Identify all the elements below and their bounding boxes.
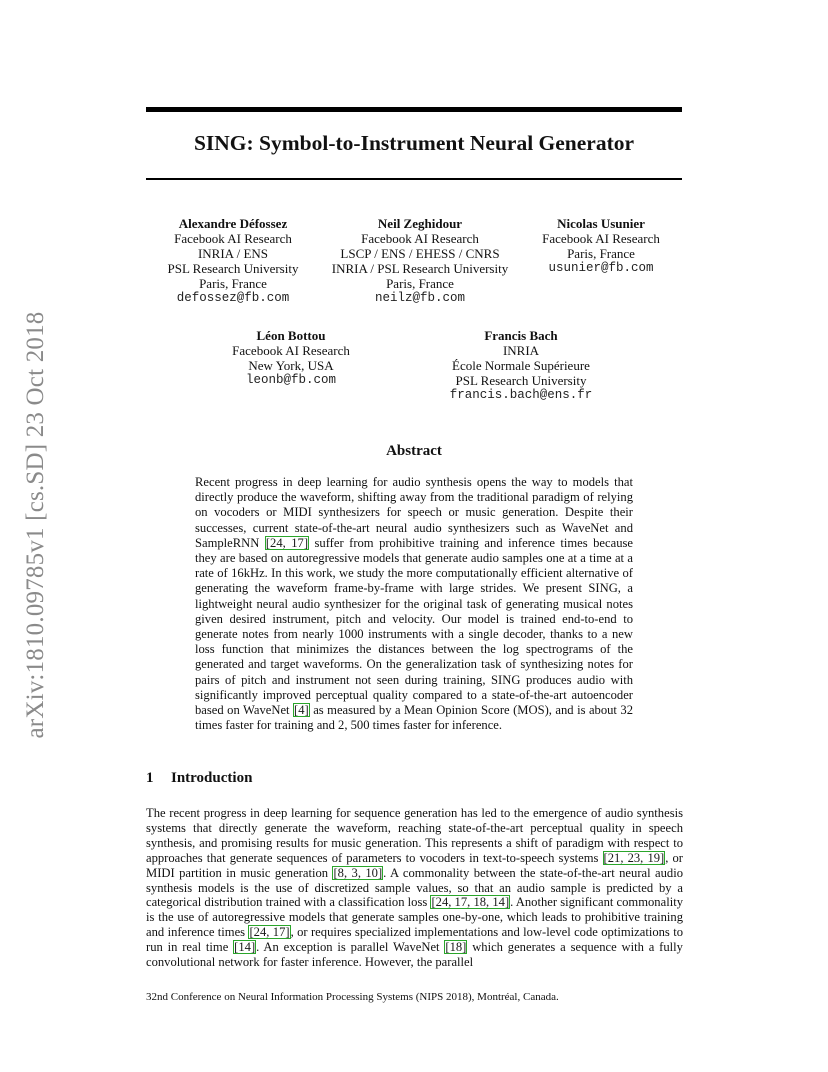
author-name: Francis Bach	[484, 328, 558, 343]
author-name: Neil Zeghidour	[377, 216, 463, 231]
author-affiliation: Paris, France	[386, 276, 454, 291]
author-block	[428, 328, 614, 403]
abstract-text: suffer from prohibitive training and inference times because they are based on autoregressive models that generate audio samples one at a time at a rate of 16kHz. In this work, we study the more computationally efficient alternative of generating the waveform frame-by-frame with large strides. We present SING, a lightweight neural audio synthesizer for the original task of generating musical notes given desired instrument, pitch and velocity. Our model is trained end-to-end to generate notes from nearly 1000 instruments with a single decoder, thanks to a new loss function that minimizes the distances between the log spectrograms of the generated and target waveforms. On the generalization task of synthesizing notes for pairs of pitch and instrument not seen during training, SING produces audio with significantly improved perceptual quality compared to a state-of-the-art autoencoder based on WaveNet	[195, 535, 633, 718]
abstract-heading: Abstract	[386, 443, 442, 459]
author-email: francis.bach@ens.fr	[449, 388, 593, 402]
author-block	[515, 216, 687, 276]
abstract-text: as measured by a Mean Opinion Score (MOS), and is about 32 times faster for training and 2, 500 times faster for inference.	[195, 703, 634, 733]
abstract-body	[195, 475, 633, 733]
intro-paragraph	[146, 806, 683, 970]
body-text: . An exception is parallel WaveNet	[256, 940, 440, 955]
section-number: 1	[146, 770, 154, 786]
author-email: neilz@fb.com	[374, 291, 465, 305]
arxiv-sidebar	[0, 0, 66, 1072]
author-affiliation: École Normale Supérieure	[452, 358, 590, 373]
author-name: Nicolas Usunier	[557, 216, 645, 231]
arxiv-identifier: arXiv:1810.09785v1 [cs.SD] 23 Oct 2018	[22, 311, 49, 739]
citation-link[interactable]: [24, 17, 18, 14]	[431, 895, 510, 910]
body-text: , or requires specialized implementations and low-level code optimizations to run in real time	[146, 925, 683, 955]
body-text: . A commonality between the state-of-the-art neural audio synthesis models is the use of discretized sample values, so that an audio sample is predicted by a categorical distribution trained with a classification loss	[146, 865, 683, 910]
author-block	[139, 216, 327, 306]
author-email: leonb@fb.com	[245, 373, 336, 387]
author-affiliation: Facebook AI Research	[174, 231, 292, 246]
author-affiliation: INRIA / ENS	[197, 246, 269, 261]
author-affiliation: New York, USA	[248, 358, 334, 373]
author-email: usunier@fb.com	[548, 261, 654, 275]
author-email: defossez@fb.com	[176, 291, 290, 305]
author-affiliation: INRIA	[502, 343, 540, 358]
citation-link[interactable]: [24, 17]	[249, 925, 290, 940]
paper-title: SING: Symbol-to-Instrument Neural Generator	[193, 131, 635, 155]
section-title: Introduction	[171, 770, 253, 786]
citation-link[interactable]: [18]	[445, 940, 467, 955]
title-rule-bottom	[146, 178, 682, 180]
author-name: Léon Bottou	[256, 328, 326, 343]
author-affiliation: PSL Research University	[167, 261, 299, 276]
author-affiliation: Paris, France	[567, 246, 635, 261]
author-name: Alexandre Défossez	[178, 216, 288, 231]
author-block	[206, 328, 376, 388]
body-text: which generates a sequence with a fully convolutional network for faster inference. However, the parallel	[146, 940, 683, 970]
title-rule-top	[146, 107, 682, 112]
citation-link[interactable]: [14]	[234, 940, 256, 955]
author-affiliation: Paris, France	[199, 276, 267, 291]
citation-link[interactable]: [24, 17]	[265, 535, 309, 550]
body-text: , or MIDI partition in music generation	[146, 850, 683, 880]
author-block	[320, 216, 520, 306]
author-affiliation: LSCP / ENS / EHESS / CNRS	[340, 246, 500, 261]
body-text: . Another significant commonality is the use of autoregressive models that generate samples one-by-one, which leads to prohibitive training and inference times	[146, 895, 683, 940]
section-heading	[146, 770, 252, 787]
author-affiliation: Facebook AI Research	[361, 231, 479, 246]
conference-footnote: 32nd Conference on Neural Information Processing Systems (NIPS 2018), Montréal, Canada.	[146, 991, 559, 1003]
author-affiliation: Facebook AI Research	[542, 231, 660, 246]
abstract-text: Recent progress in deep learning for audio synthesis opens the way to models that directly produce the waveform, shifting away from the traditional paradigm of relying on vocoders or MIDI synthesizers for speech or music generation. Despite their successes, current state-of-the-art neural audio synthesizers such as WaveNet and SampleRNN	[195, 475, 633, 550]
citation-link[interactable]: [21, 23, 19]	[603, 850, 665, 865]
author-affiliation: Facebook AI Research	[232, 343, 350, 358]
author-affiliation: INRIA / PSL Research University	[331, 261, 509, 276]
body-text: The recent progress in deep learning for sequence generation has led to the emergence of audio synthesis systems that directly generate the waveform, reaching state-of-the-art perceptual quality in speech synthesis, and promising results for music generation. This represents a shift of paradigm with respect to approaches that generate sequences of parameters to vocoders in text-to-speech systems	[146, 806, 683, 865]
author-affiliation: PSL Research University	[455, 373, 587, 388]
citation-link[interactable]: [8, 3, 10]	[333, 865, 383, 880]
citation-link[interactable]: [4]	[294, 703, 309, 718]
